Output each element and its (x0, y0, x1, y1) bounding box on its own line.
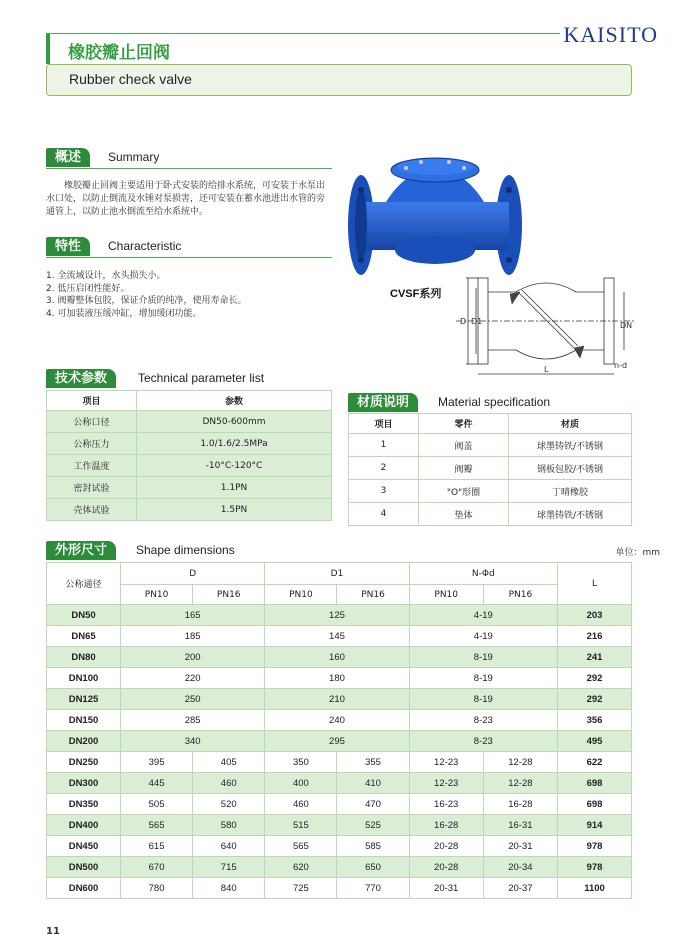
table-cell: DN300 (47, 773, 121, 794)
table-cell: 1 (349, 434, 419, 457)
table-cell: DN200 (47, 731, 121, 752)
characteristic-rule (46, 257, 332, 258)
table-cell: 球墨铸铁/不锈钢 (509, 503, 632, 526)
material-table (348, 413, 632, 526)
brand-logo: KAISITO (563, 22, 658, 47)
table-cell: DN125 (47, 689, 121, 710)
tech-tag: 技术参数 (46, 369, 116, 388)
table-row (47, 836, 632, 857)
table-cell: 460 (193, 773, 265, 794)
table-cell: 840 (193, 878, 265, 899)
title-box (46, 64, 632, 96)
table-cell: 185 (121, 626, 265, 647)
drawing-label-dn: DN (620, 321, 633, 330)
characteristic-item: 1. 全流域设计，水头损失小。 (46, 271, 166, 281)
table-cell: 16-23 (409, 794, 483, 815)
table-cell: 2 (349, 457, 419, 480)
table-cell: 公称口径 (47, 411, 137, 433)
summary-title-en: Summary (108, 150, 160, 164)
table-row (47, 815, 632, 836)
table-row (47, 878, 632, 899)
table-header-row (47, 585, 632, 605)
page-number: 11 (46, 926, 60, 935)
table-cell: DN500 (47, 857, 121, 878)
table-header: PN10 (265, 585, 337, 605)
table-cell: 8-19 (409, 647, 557, 668)
table-cell: 495 (558, 731, 632, 752)
table-cell: 250 (121, 689, 265, 710)
table-row (47, 857, 632, 878)
page-title-en: Rubber check valve (69, 71, 192, 87)
material-tag: 材质说明 (348, 393, 418, 412)
table-cell: 8-23 (409, 731, 557, 752)
characteristic-item: 4. 可加装液压缓冲缸，增加缓闭功能。 (46, 308, 202, 319)
table-cell: 16-28 (483, 794, 557, 815)
table-cell: 3 (349, 480, 419, 503)
table-cell: 20-37 (483, 878, 557, 899)
table-cell: 8-19 (409, 668, 557, 689)
table-cell: 20-28 (409, 836, 483, 857)
table-cell: 355 (337, 752, 409, 773)
table-header: D1 (265, 563, 409, 585)
table-cell: 356 (558, 710, 632, 731)
table-cell: DN50 (47, 605, 121, 626)
table-header: 公称通径 (47, 563, 121, 605)
table-cell: 4-19 (409, 626, 557, 647)
table-cell: 216 (558, 626, 632, 647)
table-cell: DN50-600mm (137, 411, 332, 433)
table-cell: DN150 (47, 710, 121, 731)
table-cell: 公称压力 (47, 433, 137, 455)
table-cell: 580 (193, 815, 265, 836)
table-cell: 12-23 (409, 773, 483, 794)
table-cell: 4 (349, 503, 419, 526)
table-cell: 垫体 (419, 503, 509, 526)
tech-heading (46, 369, 332, 389)
tech-title-en: Technical parameter list (138, 371, 265, 385)
table-cell: DN80 (47, 647, 121, 668)
table-cell: DN350 (47, 794, 121, 815)
table-cell: 698 (558, 773, 632, 794)
table-row (47, 605, 632, 626)
table-cell: 丁晴橡胶 (509, 480, 632, 503)
table-cell: 340 (121, 731, 265, 752)
tech-table (46, 390, 332, 521)
table-cell: 410 (337, 773, 409, 794)
table-header: 项目 (349, 414, 419, 434)
table-cell: 工作温度 (47, 455, 137, 477)
table-cell: 200 (121, 647, 265, 668)
table-row (47, 499, 332, 521)
table-cell: 978 (558, 836, 632, 857)
table-cell: 160 (265, 647, 409, 668)
table-row (47, 710, 632, 731)
header-rule (46, 33, 560, 34)
table-header: PN16 (483, 585, 557, 605)
valve-product-image (346, 150, 524, 280)
table-cell: 445 (121, 773, 193, 794)
characteristic-list (46, 270, 246, 320)
table-cell: 8-23 (409, 710, 557, 731)
characteristic-heading (46, 237, 332, 257)
table-cell: -10°C-120°C (137, 455, 332, 477)
table-cell: 1.1PN (137, 477, 332, 499)
table-cell: 8-19 (409, 689, 557, 710)
characteristic-item: 2. 低压启闭性能好。 (46, 283, 130, 294)
table-cell: 240 (265, 710, 409, 731)
table-cell: 球墨铸铁/不锈钢 (509, 434, 632, 457)
table-cell: 20-34 (483, 857, 557, 878)
table-cell: 165 (121, 605, 265, 626)
table-cell: 670 (121, 857, 193, 878)
table-row (47, 689, 632, 710)
table-row (349, 503, 632, 526)
table-header: D (121, 563, 265, 585)
drawing-label-nd: n-d (614, 361, 628, 370)
table-cell: 292 (558, 689, 632, 710)
table-cell: 405 (193, 752, 265, 773)
table-cell: 180 (265, 668, 409, 689)
table-cell: 620 (265, 857, 337, 878)
series-label: CVSF系列 (390, 288, 442, 300)
table-cell: 505 (121, 794, 193, 815)
table-cell: 715 (193, 857, 265, 878)
shape-table-body (47, 605, 632, 899)
summary-tag: 概述 (46, 148, 90, 167)
table-cell: DN400 (47, 815, 121, 836)
characteristic-item: 3. 阀瓣整体包胶，保证介质的纯净，使用寿命长。 (46, 296, 247, 306)
table-row (47, 477, 332, 499)
table-cell: 145 (265, 626, 409, 647)
table-header-row (47, 391, 332, 411)
table-cell: 1.0/1.6/2.5MPa (137, 433, 332, 455)
table-cell: 698 (558, 794, 632, 815)
table-row (47, 647, 632, 668)
table-cell: 220 (121, 668, 265, 689)
table-cell: 钢板包胶/不锈钢 (509, 457, 632, 480)
table-cell: 725 (265, 878, 337, 899)
table-row (47, 433, 332, 455)
table-cell: 241 (558, 647, 632, 668)
table-cell: 210 (265, 689, 409, 710)
table-cell: 460 (265, 794, 337, 815)
table-cell: 565 (265, 836, 337, 857)
table-cell: 1.5PN (137, 499, 332, 521)
table-cell: 520 (193, 794, 265, 815)
table-row (47, 455, 332, 477)
table-cell: 978 (558, 857, 632, 878)
table-header: PN16 (193, 585, 265, 605)
table-cell: 515 (265, 815, 337, 836)
table-row (349, 434, 632, 457)
drawing-label-l: L (544, 365, 549, 374)
table-cell: "O"形圈 (419, 480, 509, 503)
table-cell: 20-28 (409, 857, 483, 878)
table-row (47, 626, 632, 647)
table-cell: 615 (121, 836, 193, 857)
table-cell: 914 (558, 815, 632, 836)
table-cell: 4-19 (409, 605, 557, 626)
title-accent (46, 34, 50, 64)
table-cell: 400 (265, 773, 337, 794)
table-cell: 770 (337, 878, 409, 899)
table-header: N-Φd (409, 563, 557, 585)
table-cell: DN450 (47, 836, 121, 857)
table-header-row (47, 563, 632, 585)
table-cell: DN100 (47, 668, 121, 689)
shape-table (46, 562, 632, 899)
table-row (47, 794, 632, 815)
table-cell: 阀盖 (419, 434, 509, 457)
valve-section-drawing (456, 270, 636, 380)
characteristic-title-en: Characteristic (108, 239, 182, 253)
shape-title-en: Shape dimensions (136, 543, 235, 557)
table-cell: 壳体试验 (47, 499, 137, 521)
table-header: PN16 (337, 585, 409, 605)
table-row (47, 731, 632, 752)
table-row (349, 480, 632, 503)
drawing-label-d1: D1 (471, 317, 483, 326)
table-cell: 16-31 (483, 815, 557, 836)
table-cell: 525 (337, 815, 409, 836)
table-cell: 395 (121, 752, 193, 773)
material-title-en: Material specification (438, 395, 551, 409)
table-header-row (349, 414, 632, 434)
table-cell: 12-23 (409, 752, 483, 773)
table-row (47, 752, 632, 773)
table-cell: 640 (193, 836, 265, 857)
table-cell: 470 (337, 794, 409, 815)
table-cell: 16-28 (409, 815, 483, 836)
table-header: 零件 (419, 414, 509, 434)
material-heading (348, 393, 632, 413)
table-cell: 565 (121, 815, 193, 836)
table-cell: DN65 (47, 626, 121, 647)
table-cell: 20-31 (409, 878, 483, 899)
characteristic-tag: 特性 (46, 237, 90, 256)
summary-text: 橡胶瓣止回阀主要适用于卧式安装的给排水系统，可安装于水泵出水口处，以防止倒流及水锤对泵损害，还可安装在蓄水池进出水管的旁通管上，以防止池水倒流至给水系统中。 (46, 181, 326, 217)
unit-label: 单位：mm (615, 548, 660, 558)
table-cell: 阀瓣 (419, 457, 509, 480)
table-cell: DN250 (47, 752, 121, 773)
table-cell: 292 (558, 668, 632, 689)
table-cell: 650 (337, 857, 409, 878)
table-row (47, 411, 332, 433)
table-cell: 125 (265, 605, 409, 626)
summary-heading (46, 148, 332, 168)
table-cell: 350 (265, 752, 337, 773)
table-cell: 585 (337, 836, 409, 857)
table-header: 材质 (509, 414, 632, 434)
table-header: L (558, 563, 632, 605)
shape-heading (46, 541, 632, 561)
table-cell: 12-28 (483, 773, 557, 794)
table-cell: 密封试验 (47, 477, 137, 499)
table-cell: 285 (121, 710, 265, 731)
table-cell: 1100 (558, 878, 632, 899)
table-cell: 203 (558, 605, 632, 626)
table-header: 项目 (47, 391, 137, 411)
table-row (47, 773, 632, 794)
drawing-label-d: D (460, 317, 467, 326)
table-cell: DN600 (47, 878, 121, 899)
table-cell: 295 (265, 731, 409, 752)
summary-rule (46, 168, 332, 169)
table-row (47, 668, 632, 689)
table-cell: 622 (558, 752, 632, 773)
table-header: PN10 (409, 585, 483, 605)
table-cell: 20-31 (483, 836, 557, 857)
page-title-cn: 橡胶瓣止回阀 (68, 43, 170, 63)
table-cell: 780 (121, 878, 193, 899)
table-header: 参数 (137, 391, 332, 411)
table-header: PN10 (121, 585, 193, 605)
table-row (349, 457, 632, 480)
table-cell: 12-28 (483, 752, 557, 773)
shape-tag: 外形尺寸 (46, 541, 116, 560)
